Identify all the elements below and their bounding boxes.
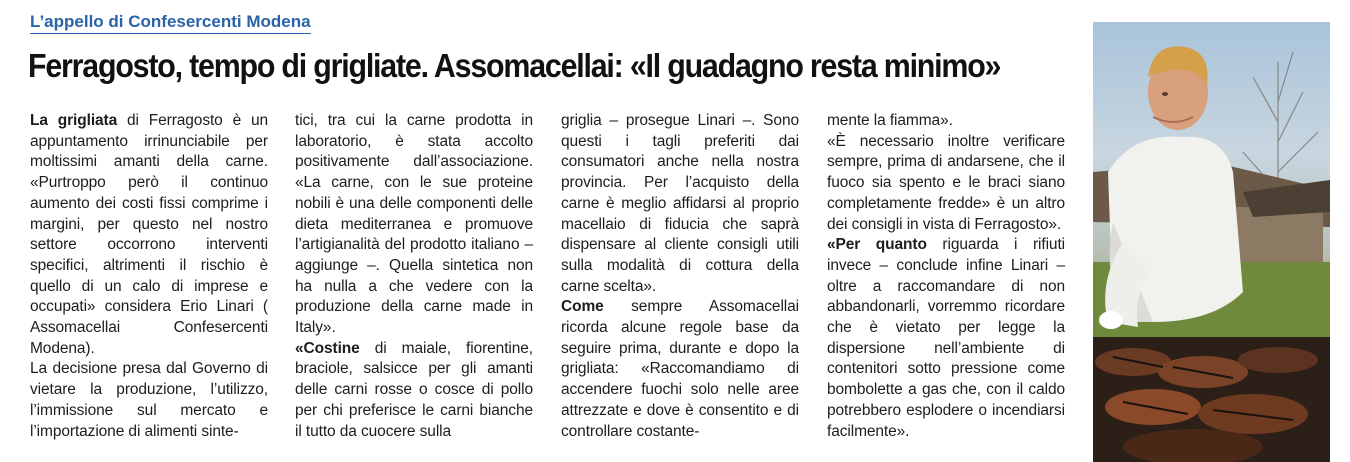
paragraph <box>827 235 1065 442</box>
paragraph <box>30 111 268 359</box>
article-column-4 <box>827 111 1065 442</box>
article-kicker: L’appello di Confesercenti Modena <box>30 12 311 34</box>
article-photo <box>1093 22 1330 462</box>
article-headline: Ferragosto, tempo di grigliate. Assomacellai: «Il guadagno resta minimo» <box>28 47 1001 84</box>
paragraph: griglia – prosegue Linari –. Sono questi i tagli preferiti dai consumatori anche nella nostra provincia. Per l’acquisto della carne è meglio affidarsi al proprio macellaio di fiducia che saprà dispensare al cliente consigli utili sulla modalità di cottura della carne scelta». <box>561 112 799 295</box>
lead-in: «Per quanto <box>827 236 927 254</box>
paragraph-text: di maiale, fiorentine, braciole, salsicce per gli amanti delle carni rosse o cosce di pollo per chi preferisce le carni bianche il tutto da cuocere sulla <box>295 339 533 440</box>
lead-in: La grigliata <box>30 112 118 129</box>
article-column-1 <box>30 111 268 442</box>
chef-grilling-illustration <box>1093 22 1330 462</box>
lead-in: Come <box>561 298 604 316</box>
paragraph: mente la fiamma». <box>827 112 953 129</box>
article-column-3 <box>561 111 799 442</box>
lead-in: «Costine <box>295 339 360 357</box>
paragraph-text: di Ferragosto è un appuntamento irrinunciabile per moltissimi amanti della carne. «Purtroppo però il continuo aumento dei costi fissi comprime i margini, per questo nel nostro settore occorrono interventi specifici, altrimenti il rischio è quello di un calo di imprese e occupati» considera Erio Linari ( Assomacellai Confesercenti Modena). <box>30 112 268 357</box>
paragraph: La decisione presa dal Governo di vietare la produzione, l’utilizzo, l’immissione sul mercato e l’importazione di alimenti sinte- <box>30 360 268 440</box>
paragraph <box>561 297 799 442</box>
paragraph: tici, tra cui la carne prodotta in laboratorio, è stata accolto positivamente dall’associazione. «La carne, con le sue proteine nobili è una delle componenti delle dieta mediterranea e promuove l’artigianalità del prodotto italiano – aggiunge –. Quella sintetica non ha nulla a che vedere con la produzione della carne made in Italy». <box>295 112 533 337</box>
paragraph <box>295 339 533 443</box>
paragraph-text: riguarda i rifiuti invece – conclude infine Linari – oltre a raccomandare di non abbandonarli, vorremmo ricordare che è vietato per legge la dispersione nell’ambiente di contenitori sotto pressione come bombolette a gas che, con il caldo potrebbero esplodere o incendiarsi facilmente». <box>827 236 1065 440</box>
paragraph: «È necessario inoltre verificare sempre, prima di andarsene, che il fuoco sia spento e le braci siano completamente fredde» è un altro dei consigli in vista di Ferragosto». <box>827 132 1065 233</box>
paragraph-text: sempre Assomacellai ricorda alcune regole base da seguire prima, durante e dopo la grigliata: «Raccomandiamo di accendere fuochi solo nelle aree attrezzate e dove è consentito e di controllare costante- <box>561 298 799 440</box>
article-column-2 <box>295 111 533 442</box>
